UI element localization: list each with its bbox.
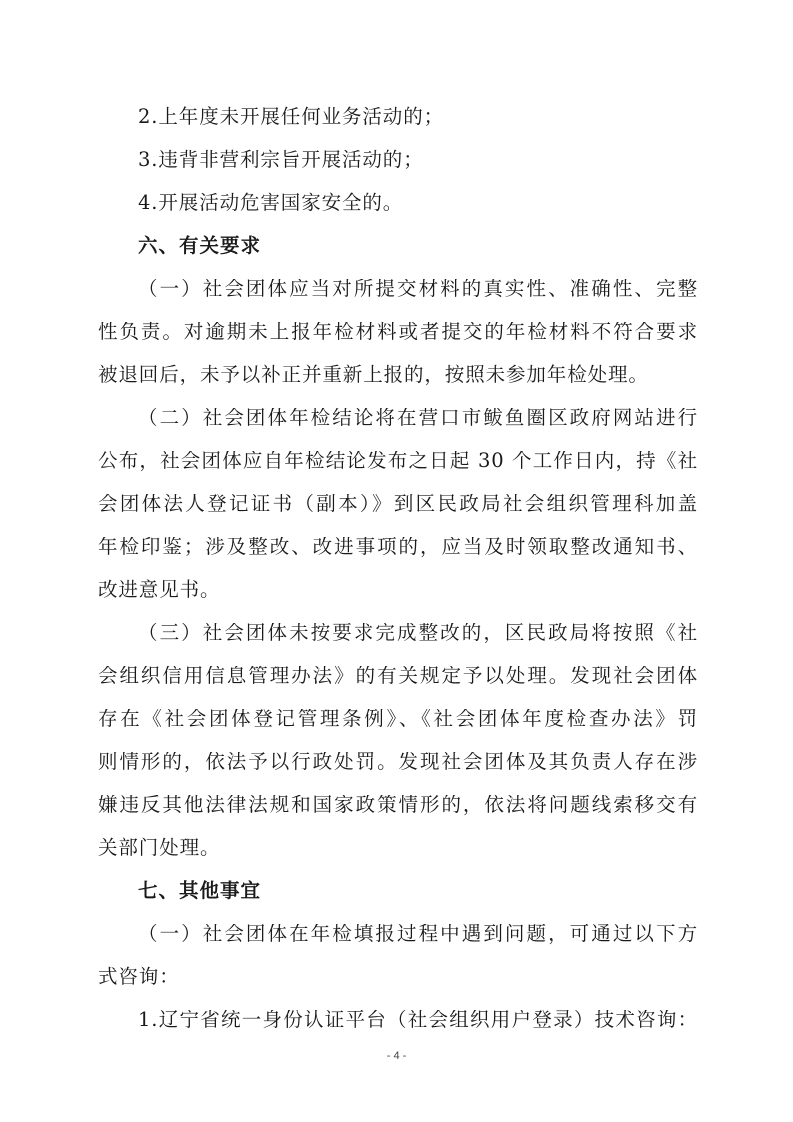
paragraph-line: 年检印鉴；涉及整改、改进事项的，应当及时领取整改通知书、 <box>98 537 698 558</box>
list-item-4: 4.开展活动危害国家安全的。 <box>138 191 404 214</box>
paragraph-line: （三）社会团体未按要求完成整改的，区民政局将按照《社 <box>138 623 698 644</box>
paragraph-line: 存在《社会团体登记管理条例》、《社会团体年度检查办法》罚 <box>98 709 698 730</box>
paragraph-line: 会组织信用信息管理办法》的有关规定予以处理。发现社会团体 <box>98 666 698 687</box>
paragraph-line: 性负责。对逾期未上报年检材料或者提交的年检材料不符合要求 <box>98 322 698 343</box>
paragraph-line: 改进意见书。 <box>98 578 221 601</box>
paragraph-line: 被退回后，未予以补正并重新上报的，按照未参加年检处理。 <box>98 363 649 386</box>
paragraph-line: 会团体法人登记证书（副本）》到区民政局社会组织管理科加盖 <box>98 494 698 515</box>
section-heading-requirements: 六、有关要求 <box>138 234 262 257</box>
list-item-2: 2.上年度未开展任何业务活动的； <box>138 105 445 128</box>
paragraph-line: 式咨询： <box>98 965 180 988</box>
section-heading-other: 七、其他事宜 <box>138 879 262 902</box>
paragraph-line: （二）社会团体年检结论将在营口市鲅鱼圈区政府网站进行 <box>138 408 698 429</box>
paragraph-line: （一）社会团体在年检填报过程中遇到问题，可通过以下方 <box>138 924 698 945</box>
paragraph-line: （一）社会团体应当对所提交材料的真实性、准确性、完整 <box>138 279 698 300</box>
paragraph-line: 嫌违反其他法律法规和国家政策情形的，依法将问题线索移交有 <box>98 795 698 816</box>
paragraph-line: 公布，社会团体应自年检结论发布之日起 30 个工作日内，持《社 <box>98 451 698 472</box>
paragraph-line: 关部门处理。 <box>98 836 221 859</box>
paragraph-line: 则情形的，依法予以行政处罚。发现社会团体及其负责人存在涉 <box>98 752 698 773</box>
list-item-1: 1.辽宁省统一身份认证平台（社会组织用户登录）技术咨询： <box>138 1010 698 1031</box>
page-number: - 4 - <box>386 1050 407 1062</box>
list-item-3: 3.违背非营利宗旨开展活动的； <box>138 148 424 171</box>
